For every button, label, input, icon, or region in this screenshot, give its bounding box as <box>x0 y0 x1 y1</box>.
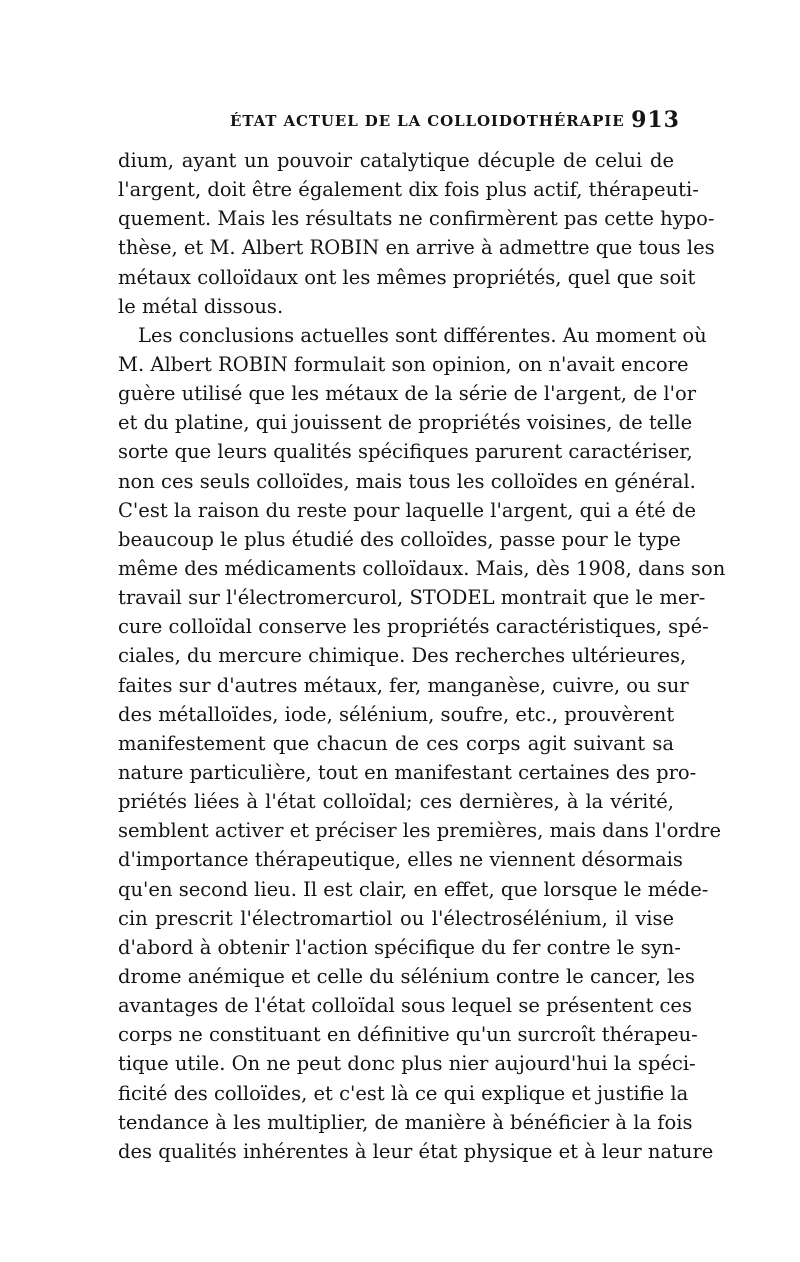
text-line: drome anémique et celle du sélénium contre le cancer, les <box>118 964 695 988</box>
text-line: beaucoup le plus étudié des colloïdes, passe pour le type <box>118 527 681 551</box>
text-line: thèse, et M. Albert ROBIN en arrive à admettre que tous les <box>118 236 715 260</box>
text-line: métaux colloïdaux ont les mêmes propriétés, quel que soit <box>118 265 696 289</box>
text-line: l'argent, doit être également dix fois plus actif, thérapeuti- <box>118 178 699 202</box>
text-line: qu'en second lieu. Il est clair, en effet, que lorsque le méde- <box>118 877 709 901</box>
text-line: ciales, du mercure chimique. Des recherches ultérieures, <box>118 644 687 668</box>
paragraph <box>118 321 726 1166</box>
text-line: avantages de l'état colloïdal sous lequel se présentent ces <box>118 994 692 1018</box>
text-line: quement. Mais les résultats ne confirmèrent pas cette hypo- <box>118 207 715 231</box>
text-line: même des médicaments colloïdaux. Mais, dès 1908, dans son <box>118 556 726 580</box>
text-line: ficité des colloïdes, et c'est là ce qui explique et justifie la <box>118 1081 689 1105</box>
text-line: tendance à les multiplier, de manière à bénéficier à la fois <box>118 1110 693 1134</box>
text-line: des métalloïdes, iode, sélénium, soufre, etc., prouvèrent <box>118 702 675 726</box>
text-line: des qualités inhérentes à leur état physique et à leur nature <box>118 1139 714 1163</box>
text-line: sorte que leurs qualités spécifiques parurent caractériser, <box>118 440 693 464</box>
text-line: et du platine, qui jouissent de propriétés voisines, de telle <box>118 411 693 435</box>
running-title: ÉTAT ACTUEL DE LA COLLOIDOTHÉRAPIE <box>230 112 625 130</box>
text-line: nature particulière, tout en manifestant certaines des pro- <box>118 760 697 784</box>
text-line: non ces seuls colloïdes, mais tous les colloïdes en général. <box>118 469 696 493</box>
text-line: C'est la raison du reste pour laquelle l'argent, qui a été de <box>118 498 697 522</box>
text-line: priétés liées à l'état colloïdal; ces dernières, à la vérité, <box>118 790 674 814</box>
text-line: travail sur l'électromercurol, STODEL montrait que le mer- <box>118 586 706 610</box>
text-line: d'abord à obtenir l'action spécifique du fer contre le syn- <box>118 935 681 959</box>
text-line: dium, ayant un pouvoir catalytique décuple de celui de <box>118 149 674 172</box>
text-line: Les conclusions actuelles sont différentes. Au moment où <box>138 323 707 347</box>
text-line: faites sur d'autres métaux, fer, manganèse, cuivre, ou sur <box>118 673 689 697</box>
paragraph <box>118 146 715 321</box>
text-line: cure colloïdal conserve les propriétés caractéristiques, spé- <box>118 615 709 639</box>
page-number: 913 <box>631 107 680 133</box>
text-line: le métal dissous. <box>118 294 284 318</box>
text-line: d'importance thérapeutique, elles ne viennent désormais <box>118 848 683 872</box>
body-text <box>118 146 726 1166</box>
text-line: corps ne constituant en définitive qu'un surcroît thérapeu- <box>118 1023 698 1047</box>
text-line: guère utilisé que les métaux de la série de l'argent, de l'or <box>118 382 697 406</box>
text-line: M. Albert ROBIN formulait son opinion, on n'avait encore <box>118 352 689 376</box>
text-line: cin prescrit l'électromartiol ou l'électrosélénium, il vise <box>118 906 674 930</box>
text-line: tique utile. On ne peut donc plus nier aujourd'hui la spéci- <box>118 1052 696 1076</box>
text-line: semblent activer et préciser les premières, mais dans l'ordre <box>118 819 722 843</box>
text-line: manifestement que chacun de ces corps agit suivant sa <box>118 731 674 755</box>
running-header <box>120 107 680 138</box>
